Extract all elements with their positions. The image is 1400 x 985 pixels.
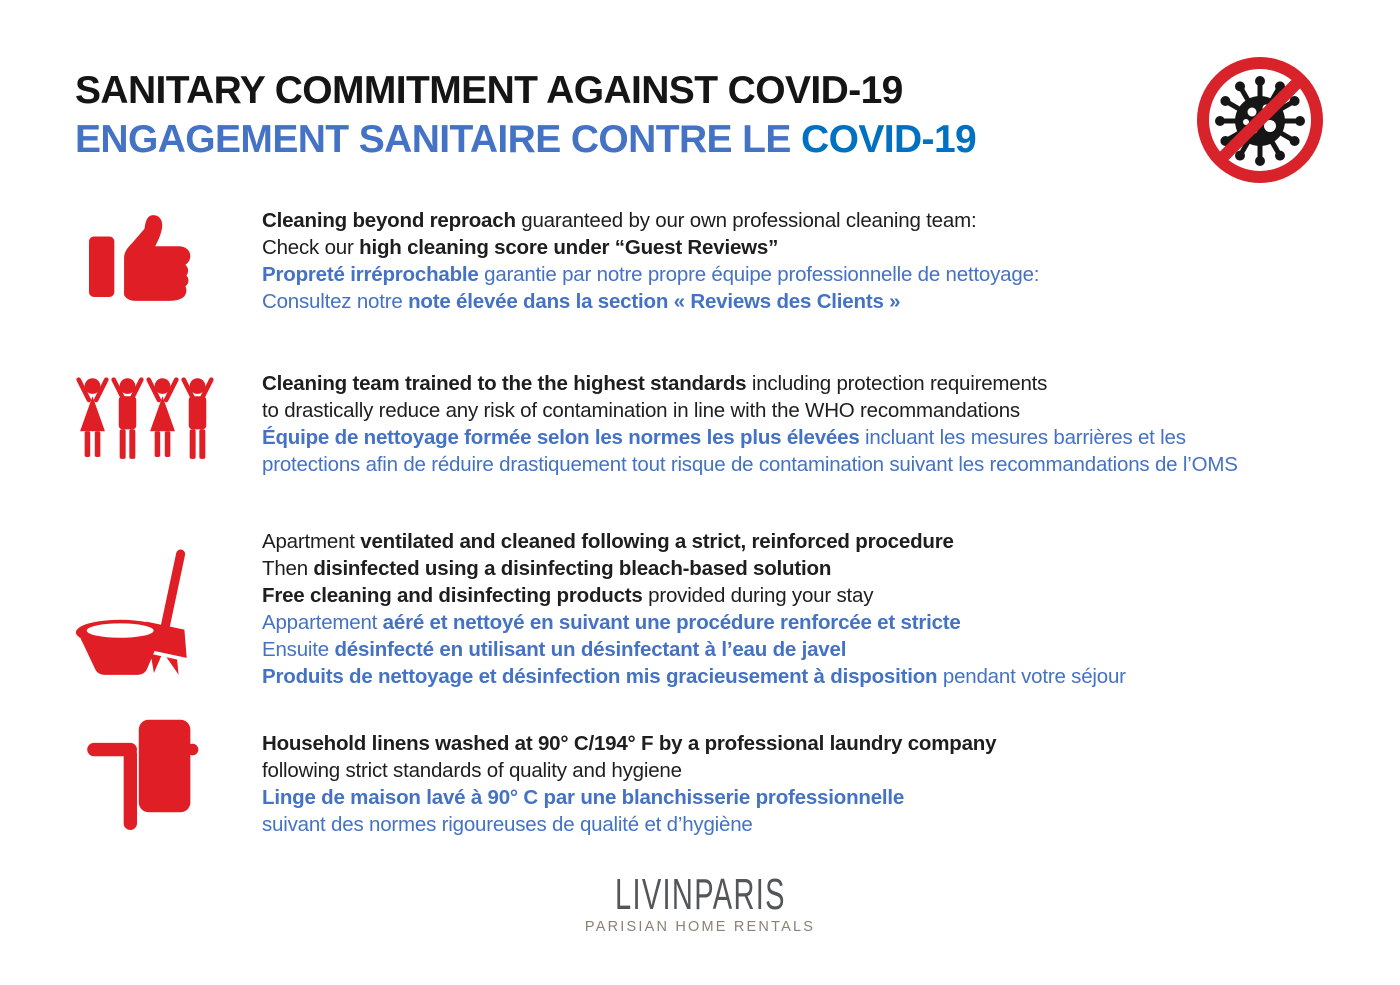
- text-line-fr: [262, 261, 1039, 288]
- text-segment: Household linens washed at 90° C/194° F by a professional laundry company: [262, 732, 997, 755]
- text-line-fr: [262, 663, 1126, 690]
- bucket-broom-icon: [75, 545, 215, 680]
- thumbs-up-icon: [75, 210, 215, 305]
- text-segment: Produits de nettoyage et désinfection mis gracieusement à disposition: [262, 665, 938, 688]
- text-segment: Free cleaning and disinfecting products: [262, 584, 643, 607]
- text-line-en: [262, 207, 1039, 234]
- page-title-fr: [75, 115, 976, 164]
- section-text-disinfection: [262, 528, 1126, 690]
- text-line-en: [262, 555, 1126, 582]
- text-line-fr: [262, 609, 1126, 636]
- text-line-fr: [262, 784, 996, 811]
- text-segment: Appartement: [262, 611, 383, 634]
- text-segment: ventilated and cleaned following a strict, reinforced procedure: [360, 530, 954, 553]
- text-line-en: [262, 234, 1039, 261]
- section-trained-team: [75, 370, 1238, 478]
- text-line-en: [262, 528, 1126, 555]
- section-disinfection: [75, 528, 1126, 690]
- livinparis-logo: LIVINPARIS: [614, 870, 786, 919]
- text-segment: suivant des normes rigoureuses de qualité et d’hygiène: [262, 813, 753, 836]
- text-segment: provided during your stay: [642, 584, 874, 607]
- section-text-cleaning-score: [262, 207, 1039, 315]
- text-segment: including protection requirements: [746, 372, 1048, 395]
- covid-highlight: COVID-19: [801, 118, 977, 161]
- text-segment: désinfecté en utilisant un désinfectant à l’eau de javel: [334, 638, 847, 661]
- text-segment: Check our: [262, 236, 360, 259]
- text-segment: protections afin de réduire drastiquement tout risque de contamination suivant les recommandations de l’OMS: [262, 453, 1238, 476]
- cleaning-team-icon: [75, 372, 215, 472]
- text-line-fr: [262, 451, 1238, 478]
- text-line-en: [262, 730, 996, 757]
- text-line-en: [262, 582, 1126, 609]
- text-line-fr: [262, 424, 1238, 451]
- text-segment: following strict standards of quality and hygiene: [262, 759, 682, 782]
- text-line-en: [262, 397, 1238, 424]
- text-segment: high cleaning score under “Guest Reviews”: [359, 236, 779, 259]
- text-segment: garantie par notre propre équipe professionnelle de nettoyage:: [478, 263, 1040, 286]
- text-segment: guaranteed by our own professional cleaning team:: [515, 209, 977, 232]
- text-line-fr: [262, 636, 1126, 663]
- text-line-fr: [262, 811, 996, 838]
- text-segment: Then: [262, 557, 314, 580]
- text-segment: Linge de maison lavé à 90° C par une blanchisserie professionnelle: [262, 786, 905, 809]
- text-segment: Cleaning beyond reproach: [262, 209, 516, 232]
- page-title-fr-prefix: ENGAGEMENT SANITAIRE CONTRE LE: [75, 118, 802, 161]
- text-segment: Cleaning team trained to the the highest standards: [262, 372, 747, 395]
- towel-icon: [75, 718, 215, 830]
- header: [75, 66, 976, 164]
- text-segment: Ensuite: [262, 638, 335, 661]
- text-segment: aéré et nettoyé en suivant une procédure renforcée et stricte: [382, 611, 961, 634]
- section-text-linens: [262, 730, 996, 838]
- text-segment: Consultez notre: [262, 290, 409, 313]
- text-segment: note élevée dans la section « Reviews des Clients »: [408, 290, 901, 313]
- text-line-en: [262, 757, 996, 784]
- text-line-en: [262, 370, 1238, 397]
- section-cleaning-score: [75, 207, 1039, 315]
- footer-logo: [0, 872, 1400, 935]
- text-segment: incluant les mesures barrières et les: [859, 426, 1186, 449]
- section-text-trained-team: [262, 370, 1238, 478]
- text-segment: to drastically reduce any risk of contamination in line with the WHO recommandations: [262, 399, 1020, 422]
- page-title-en: SANITARY COMMITMENT AGAINST COVID-19: [75, 69, 903, 112]
- text-segment: Propreté irréprochable: [262, 263, 479, 286]
- text-line-fr: [262, 288, 1039, 315]
- logo-tagline: PARISIAN HOME RENTALS: [584, 919, 816, 935]
- text-segment: disinfected using a disinfecting bleach-based solution: [313, 557, 832, 580]
- text-segment: Équipe de nettoyage formée selon les normes les plus élevées: [262, 426, 860, 449]
- text-segment: pendant votre séjour: [937, 665, 1126, 688]
- text-segment: Apartment: [262, 530, 361, 553]
- section-linens: [75, 730, 996, 838]
- no-covid-virus-icon: [1194, 54, 1326, 186]
